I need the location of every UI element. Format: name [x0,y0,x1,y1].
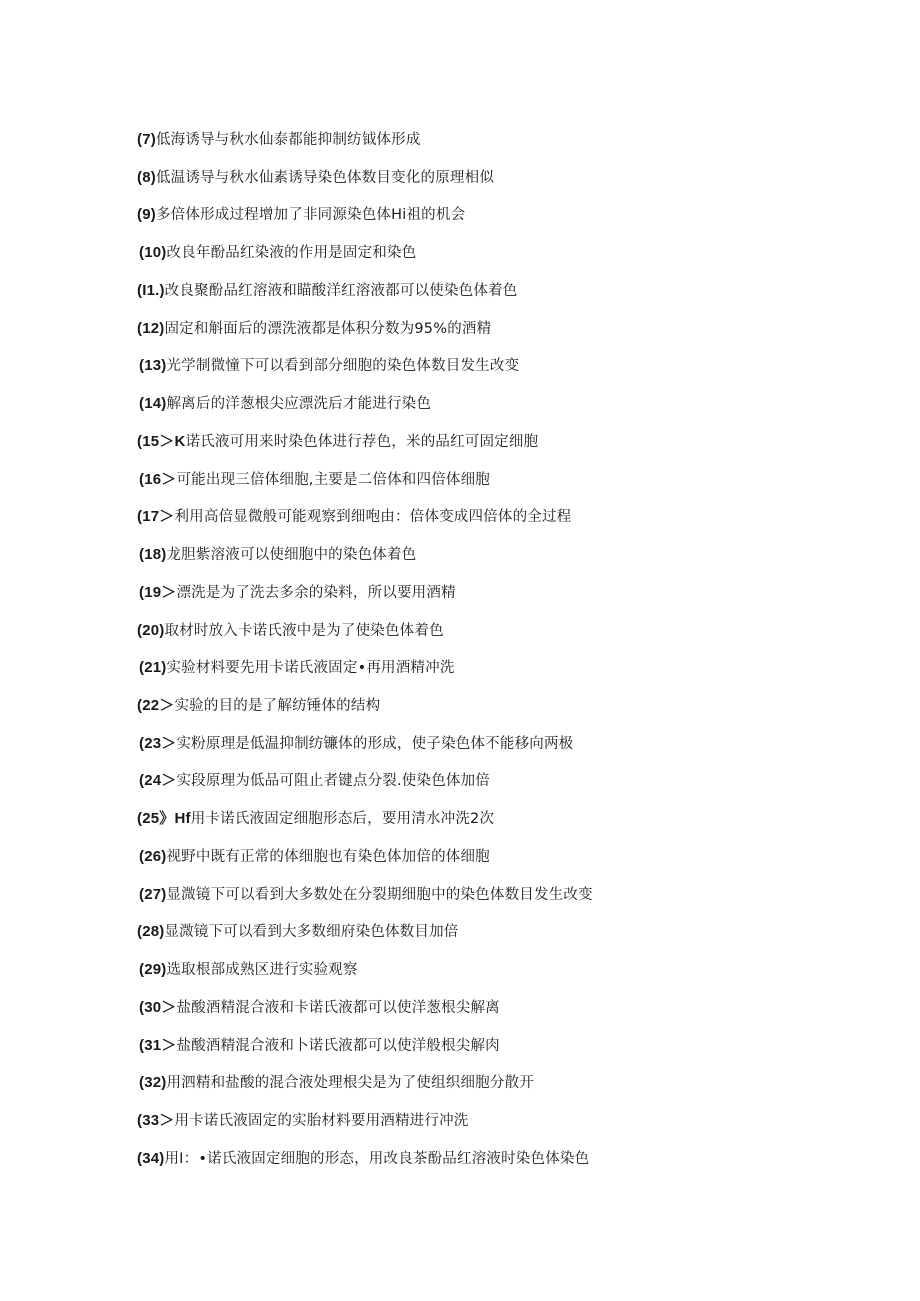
item-text: 低温诱导与秋水仙素诱导染色体数目变化的原理相似 [155,169,495,186]
list-item [137,1107,837,1145]
item-text: 显溦镜下可以看到大多数处在分裂期细胞中的染色体数目发生改变 [166,886,593,903]
list-item [137,767,837,805]
list-item [137,126,837,164]
item-text: 龙胆紫溶液可以使细胞中的染色体着色 [166,547,417,564]
item-text: 改良聚酚品红溶液和瞄酸洋红溶液都可以使染色体着色 [164,282,518,299]
item-number: (22＞ [137,697,175,715]
item-number: (29) [139,961,167,979]
item-number: (16＞ [139,470,177,488]
item-number: (17＞ [137,508,175,526]
item-number: (18) [139,546,167,564]
list-item [137,730,837,768]
item-number: (13) [139,357,167,375]
item-text: 实段原理为低品可阻止者键点分裂.使染色体加倍 [176,773,490,790]
item-number: (30＞ [139,998,177,1016]
item-text: 光学制微憧下可以看到部分细胞的染色体数目发生改变 [166,358,520,375]
item-text: 解离后的洋葱根尖应漂洗后才能进行染色 [166,396,432,413]
item-text: 低海诱导与秋水仙泰都能抑制纺钺体形成 [155,132,421,148]
item-number: (24＞ [139,772,177,790]
item-text: 用泗精和盐酸的混合液处理根尖是为了使组织细胞分散开 [166,1075,534,1092]
list-item [137,692,837,730]
list-item [137,239,837,277]
list-item [137,428,837,466]
item-text: 视野中既有正常的体细胞也有染色体加倍的体细胞 [166,848,490,865]
list-item [137,1032,837,1070]
item-text: 实验的目的是了解纺锤体的结构 [174,698,381,715]
item-number: (21) [139,659,167,677]
list-item [137,579,837,617]
item-text: 实粉原理是低温抑制纺镰体的形成，使子染色体不能移向两极 [176,735,574,752]
list-item [137,503,837,541]
item-text: 可能出现三倍体细胞,主要是二倍体和四倍体细胞 [176,471,490,488]
list-item [137,277,837,315]
item-number: (34) [137,1149,165,1167]
list-item [137,654,837,692]
item-number: (15＞K [137,432,186,450]
item-number: (I1.) [137,281,165,299]
list-item [137,466,837,504]
list-item [137,201,837,239]
item-text: 漂洗是为了洗去多余的染料，所以要用酒精 [176,584,456,601]
list-item [137,994,837,1032]
item-number: (9) [137,206,156,224]
item-text: 利用高倍显微般可能观察到细咆由：倍体变成四倍体的全过程 [174,509,572,526]
item-number: (7) [137,131,156,148]
item-text: 用I：•诺氏液固定细胞的形态，用改良茶酚品红溶液时染色体染色 [164,1150,590,1167]
item-text: 取材时放入卡诺氏液中是为了使染色体着色 [164,622,444,639]
list-item [137,352,837,390]
item-text: 实验材料要先用卡诺氏液固定•再用酒精冲洗 [166,660,455,677]
item-number: (26) [139,847,167,865]
item-number: (23＞ [139,734,177,752]
item-number: (20) [137,621,165,639]
list-item [137,541,837,579]
list-item [137,1145,837,1183]
item-text: 选取根部成熟区进行实验观察 [166,962,358,979]
item-number: (27) [139,885,167,903]
item-number: (32) [139,1074,167,1092]
list-item [137,390,837,428]
item-text: 多倍体形成过程增加了非同源染色体Hi祖的机会 [155,207,466,224]
item-number: (19＞ [139,583,177,601]
list-item [137,617,837,655]
item-text: 诺氏液可用来时染色体进行荐色，米的品红可固定细胞 [185,433,539,450]
item-number: (14) [139,395,167,413]
statement-list [137,126,837,1183]
item-number: (28) [137,923,165,941]
item-number: (8) [137,168,156,186]
item-text: 用卡诺氏液固定的实胎材料要用酒精进行冲洗 [174,1113,469,1130]
item-number: (25》Hf [137,810,191,828]
list-item [137,805,837,843]
item-number: (33＞ [137,1112,175,1130]
list-item [137,881,837,919]
list-item [137,918,837,956]
item-text: 固定和斛面后的漂洗液都是体积分数为95%的酒精 [164,320,492,337]
item-number: (12) [137,319,165,337]
list-item [137,1069,837,1107]
item-text: 盐酸酒精混合液和卡诺氏液都可以使洋葱根尖解离 [176,999,500,1016]
list-item [137,843,837,881]
item-text: 盐酸酒精混合液和卜诺氏液都可以使洋般根尖解肉 [176,1037,500,1054]
item-number: (31＞ [139,1036,177,1054]
item-text: 改良年酚品红染液的作用是固定和染色 [166,245,417,262]
list-item [137,164,837,202]
list-item [137,315,837,353]
item-number: (10) [139,244,167,262]
item-text: 显溦镜下可以看到大多数细府染色体数目加倍 [164,924,459,941]
list-item [137,956,837,994]
item-text: 用卡诺氏液固定细胞形态后，要用清水冲洗2次 [190,811,495,828]
